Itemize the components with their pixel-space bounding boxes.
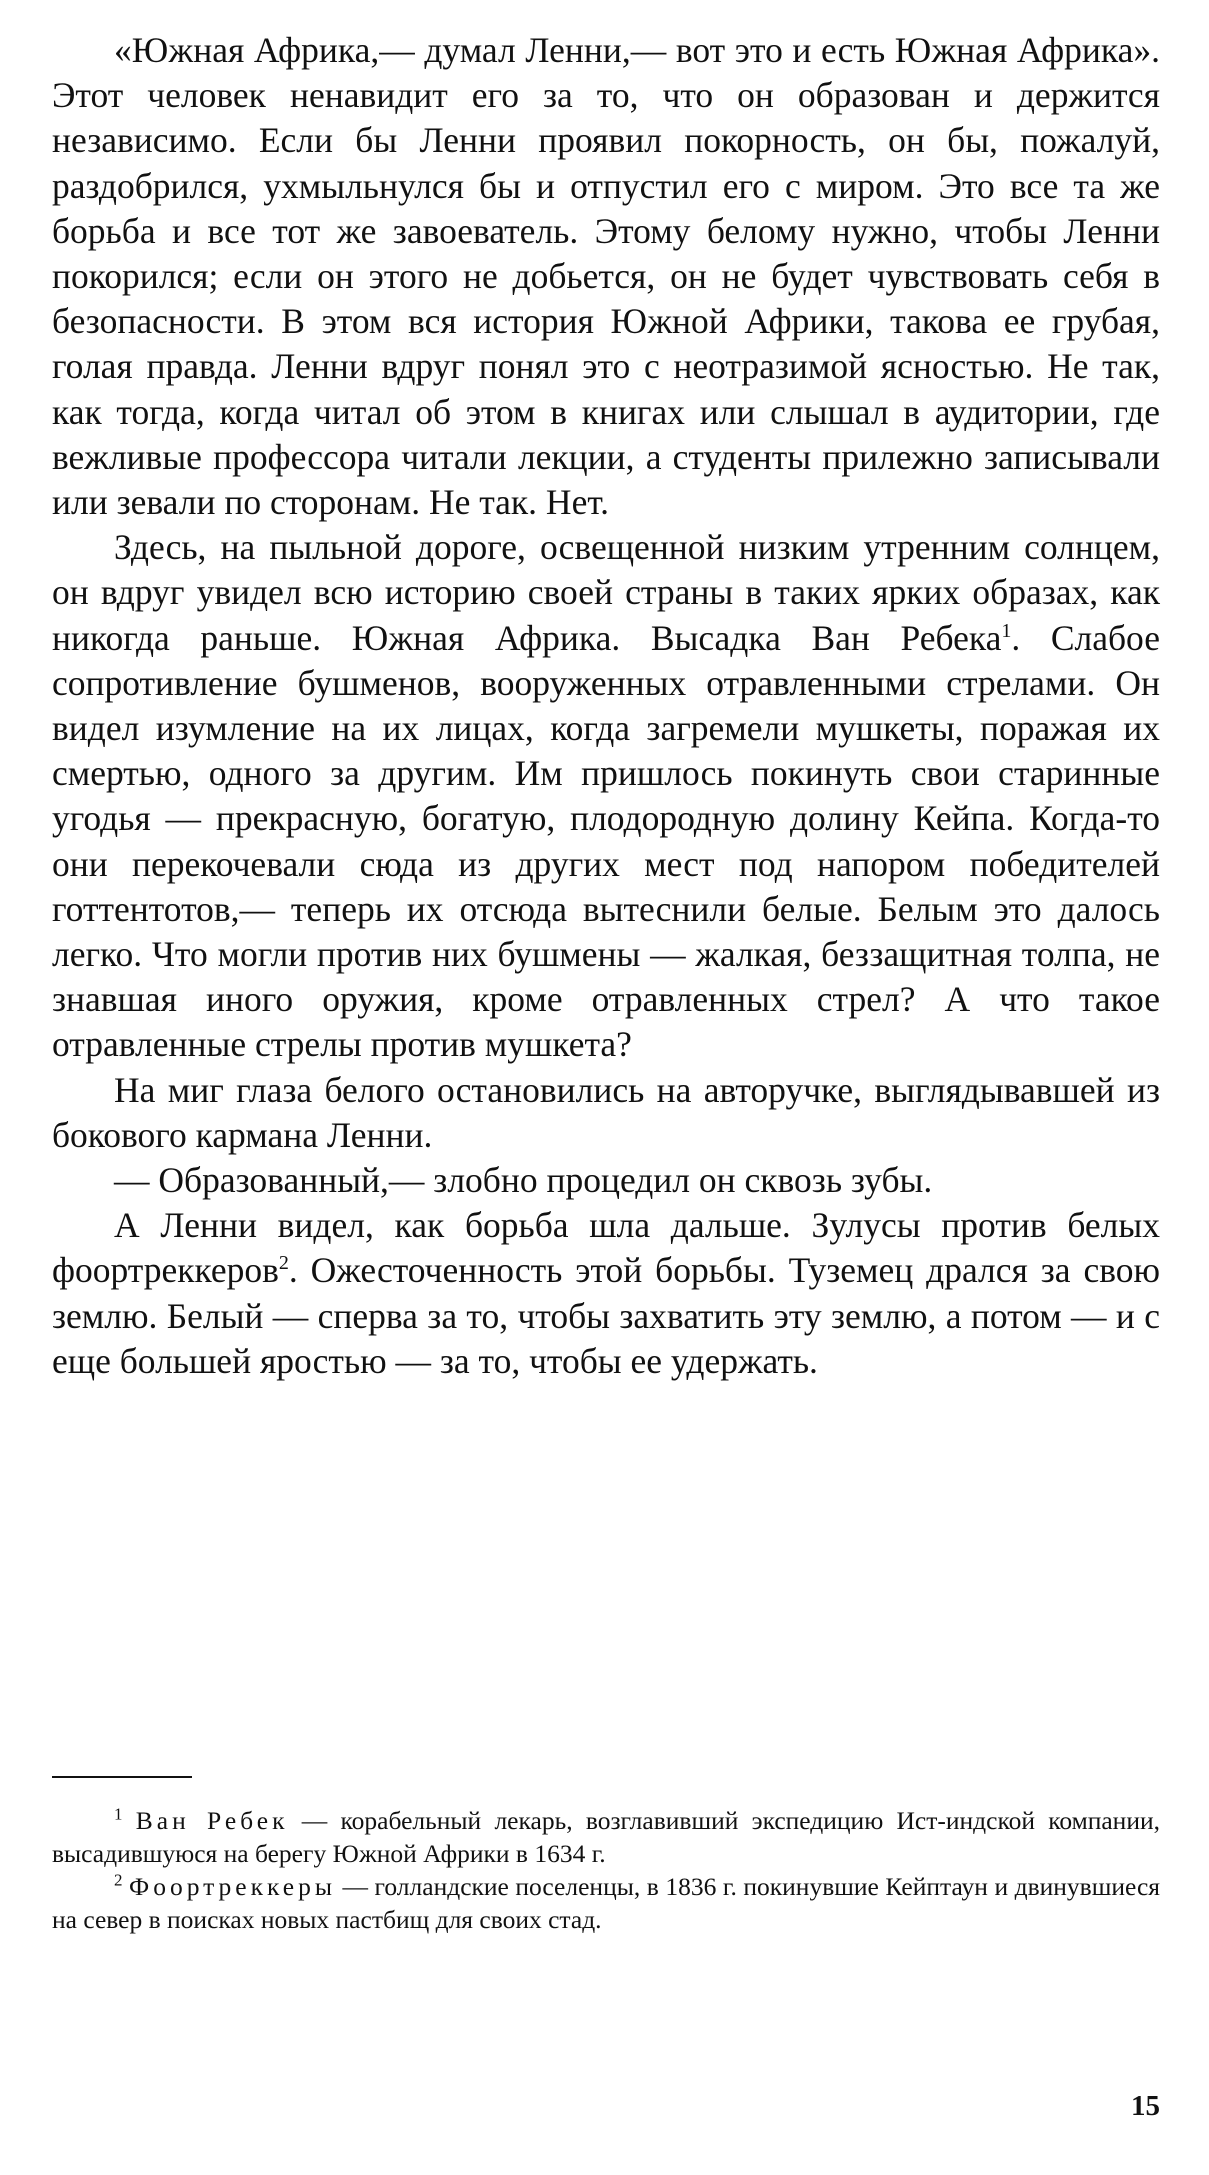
main-text <box>52 28 1160 1384</box>
footnote-separator <box>52 1776 192 1778</box>
footnote-2-mark: 2 <box>114 1870 123 1890</box>
paragraph-2-end: . Слабое сопротивление бушменов, вооруженных отравленными стрелами. Он видел изумление на их лицах, когда загремели мушкеты, поражая их смертью, одного за другим. Им пришлось покинуть свои старинные угодья — прекрасную, богатую, плодородную долину Кейпа. Когда-то они перекочевали сюда из других мест под напором победителей готтентотов,— теперь их отсюда вытеснили белые. Белым это далось легко. Что могли против них бушмены — жалкая, беззащитная толпа, не знавшая иного оружия, кроме отравленных стрел? А что такое отравленные стрелы против мушкета? <box>52 617 1160 1065</box>
footnote-1 <box>52 1804 1160 1870</box>
paragraph-5 <box>52 1203 1160 1384</box>
paragraph-2 <box>52 525 1160 1067</box>
footnote-2-text: — голландские поселенцы, в 1836 г. покинувшие Кейптаун и двинувшиеся на север в поисках новых пастбищ для своих стад. <box>52 1872 1161 1934</box>
paragraph-1: «Южная Африка,— думал Ленни,— вот это и есть Южная Африка». Этот человек ненавидит его за то, что он образован и держится независимо. Если бы Ленни проявил покорность, он бы, пожалуй, раздобрился, ухмыльнулся бы и отпустил его с миром. Это все та же борьба и все тот же завоеватель. Этому белому нужно, чтобы Ленни покорился; если он этого не добьется, он не будет чувствовать себя в безопасности. В этом вся история Южной Африки, такова ее грубая, голая правда. Ленни вдруг понял это с неотразимой ясностью. Не так, как тогда, когда читал об этом в книгах или слышал в аудитории, где вежливые профессора читали лекции, а студенты прилежно записывали или зевали по сторонам. Не так. Нет. <box>52 30 1160 523</box>
footnotes <box>52 1804 1160 1936</box>
paragraph-2-start: Здесь, на пыльной дороге, освещенной низким утренним солнцем, он вдруг увидел всю историю своей страны в таких ярких образах, как никогда раньше. Южная Африка. Высадка Ван Ребека <box>52 527 1160 658</box>
book-page <box>52 28 1160 2148</box>
paragraph-5-end: . Ожесточенность этой борьбы. Туземец дрался за свою землю. Белый — сперва за то, чтобы захватить эту землю, а потом — и с еще большей яростью — за то, чтобы ее удержать. <box>52 1250 1160 1381</box>
paragraph-5-start: А Ленни видел, как борьба шла дальше. Зулусы против белых фоортреккеров <box>52 1205 1160 1291</box>
paragraph-4: — Образованный,— злобно процедил он сквозь зубы. <box>114 1160 933 1201</box>
footnote-1-term: Ван Ребек <box>135 1806 289 1835</box>
footnote-1-text: — корабельный лекарь, возглавивший экспедицию Ист-индской компании, высадившуюся на берегу Южной Африки в 1634 г. <box>52 1806 1160 1868</box>
paragraph-3: На миг глаза белого остановились на авторучке, выглядывавшей из бокового кармана Ленни. <box>52 1069 1160 1155</box>
footnote-reference-2: 2 <box>278 1252 289 1275</box>
footnote-reference-1: 1 <box>1001 619 1012 642</box>
footnote-2 <box>52 1870 1160 1936</box>
page-number: 15 <box>1131 2090 1160 2122</box>
footnote-1-mark: 1 <box>114 1804 123 1824</box>
footnote-2-term: Фоортреккеры <box>129 1872 336 1901</box>
